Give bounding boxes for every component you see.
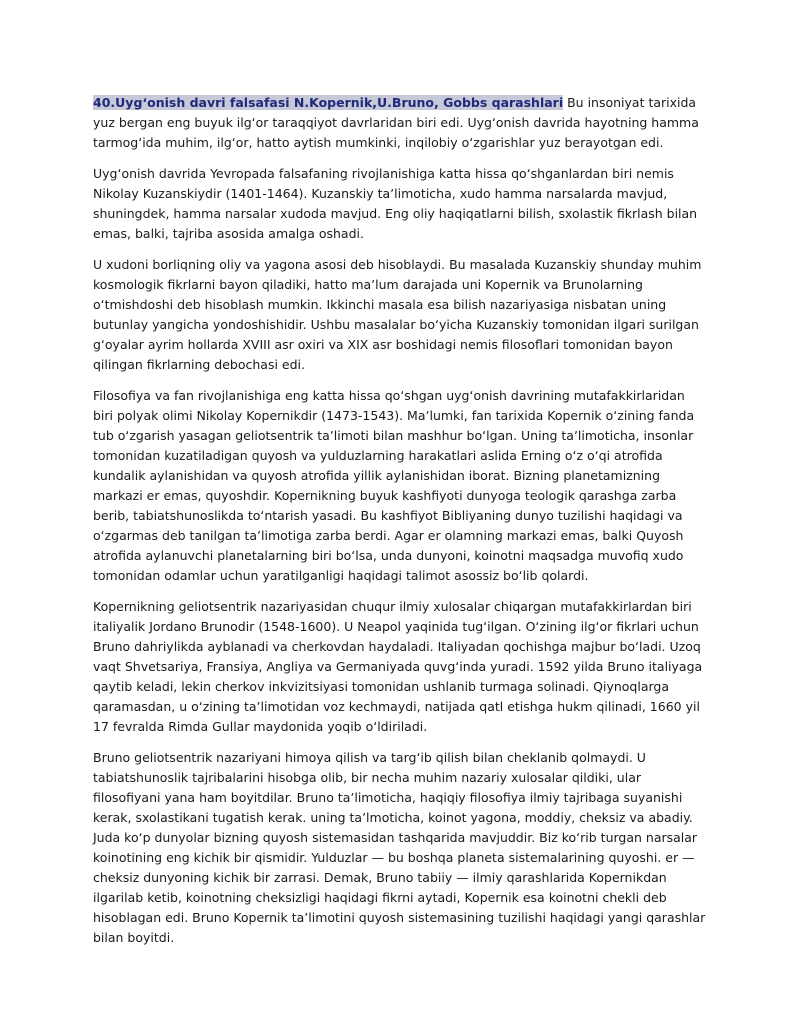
paragraph-kopernik: Filosofiya va fan rivojlanishiga eng katta hissa qoʻshgan uygʻonish davrining mutafakkirlaridan biri polyak olimi Nikolay Kopernikdir (1473-1543). Maʼlumki, fan tarixida Kopernik oʻzining fanda tub oʻzgarish yasagan geliotsentrik taʼlimoti bilan mashhur boʻlgan. Uning taʼlimoticha, insonlar tomonidan kuzatiladigan quyosh va yulduzlarning harakatlari aslida Erning oʻz oʻqi atrofida kundalik aylanishidan va quyosh atrofida yillik aylanishidan iborat. Bizning planetamizning markazi er emas, quyoshdir. Kopernikning buyuk kashfiyoti dunyoga teologik qarashga zarba berib, tabiatshunoslikda toʻntarish yasadi. Bu kashfiyot Bibliyaning dunyo tuzilishi haqidagi va oʻzgarmas deb tanilgan taʼlimotiga zarba berdi. Agar er olamning markazi emas, balki Quyosh atrofida aylanuvchi planetalarning biri boʻlsa, unda dunyoni, koinotni maqsadga muvofiq xudo tomonidan odamlar uchun yaratilganligi haqidagi talimot asossiz boʻlib qolardi. xyxy=(93,388,695,583)
paragraph-bruno-theory: Bruno geliotsentrik nazariyani himoya qilish va targʻib qilish bilan cheklanib qolmaydi. U tabiatshunoslik tajribalarini hisobga olib, bir necha muhim nazariy xulosalar qildiki, ular filosofiyani yana ham boyitdilar. Bruno taʼlimoticha, haqiqiy filosofiya ilmiy tajribaga suyanishi kerak, sxolastikani tugatish kerak. uning taʼlmoticha, koinot yagona, moddiy, cheksiz va abadiy. Juda koʻp dunyolar bizning quyosh sistemasidan tashqarida mavjuddir. Biz koʻrib turgan narsalar koinotining eng kichik bir qismidir. Yulduzlar — bu boshqa planeta sistemalarining quyoshi. er — cheksiz dunyoning kichik bir zarrasi. Demak, Bruno tabiiy — ilmiy qarashlarida Kopernikdan ilgarilab ketib, koinotning cheksizligi haqidagi fikrni aytadi, Kopernik esa koinotni chekli deb hisoblagan edi. Bruno Kopernik taʼlimotini quyosh sistemasining tuzilishi haqidagi yangi qarashlar bilan boyitdi. xyxy=(93,750,706,945)
intro-text: Bu insoniyat tarixida yuz bergan eng buyuk ilgʻor taraqqiyot davrlaridan biri edi. Uygʻonish davrida hayotning hamma tarmogʻida muhim, ilgʻor, hatto aytish mumkinki, inqilobiy oʻzgarishlar yuz berayotgan edi. xyxy=(93,95,699,150)
paragraph-kuzanskiy-cosmology: U xudoni borliqning oliy va yagona asosi deb hisoblaydi. Bu masalada Kuzanskiy shunday muhim kosmologik fikrlarni bayon qiladiki, hatto maʼlum darajada uni Kopernik va Brunolarning oʻtmishdoshi deb hisoblash mumkin. Ikkinchi masala esa bilish nazariyasiga nisbatan uning butunlay yangicha yondoshishidir. Ushbu masalalar boʻyicha Kuzanskiy tomonidan ilgari surilgan gʻoyalar ayrim hollarda XVIII asr oxiri va XIX asr boshidagi nemis filosoflari tomonidan bayon qilingan fikrlarning debochasi edi. xyxy=(93,257,702,372)
section-heading: 40.Uygʻonish davri falsafasi N.Kopernik,U.Bruno, Gobbs qarashlari xyxy=(93,95,564,110)
paragraph-kuzanskiy: Uygʻonish davrida Yevropada falsafaning rivojlanishiga katta hissa qoʻshganlardan biri nemis Nikolay Kuzanskiydir (1401-1464). Kuzanskiy taʼlimoticha, xudo hamma narsalarda mavjud, shuningdek, hamma narsalar xudoda mavjud. Eng oliy haqiqatlarni bilish, sxolastik fikrlash bilan emas, balki, tajriba asosida amalga oshadi. xyxy=(93,166,698,241)
paragraph-bruno-biography: Kopernikning geliotsentrik nazariyasidan chuqur ilmiy xulosalar chiqargan mutafakkirlardan biri italiyalik Jordano Brunodir (1548-1600). U Neapol yaqinida tugʻilgan. Oʻzining ilgʻor fikrlari uchun Bruno dahriylikda ayblanadi va cherkovdan haydaladi. Italiyadan qochishga majbur boʻladi. Uzoq vaqt Shvetsariya, Fransiya, Angliya va Germaniyada quvgʻinda yuradi. 1592 yilda Bruno italiyaga qaytib keladi, lekin cherkov inkvizitsiyasi tomonidan ushlanib turmaga solinadi. Qiynoqlarga qaramasdan, u oʻzining taʼlimotidan voz kechmaydi, natijada qatl etishga hukm qilinadi, 1660 yil 17 fevralda Rimda Gullar maydonida yoqib oʻldiriladi. xyxy=(93,599,703,734)
intro-paragraph xyxy=(93,93,707,153)
document-page xyxy=(93,93,707,959)
